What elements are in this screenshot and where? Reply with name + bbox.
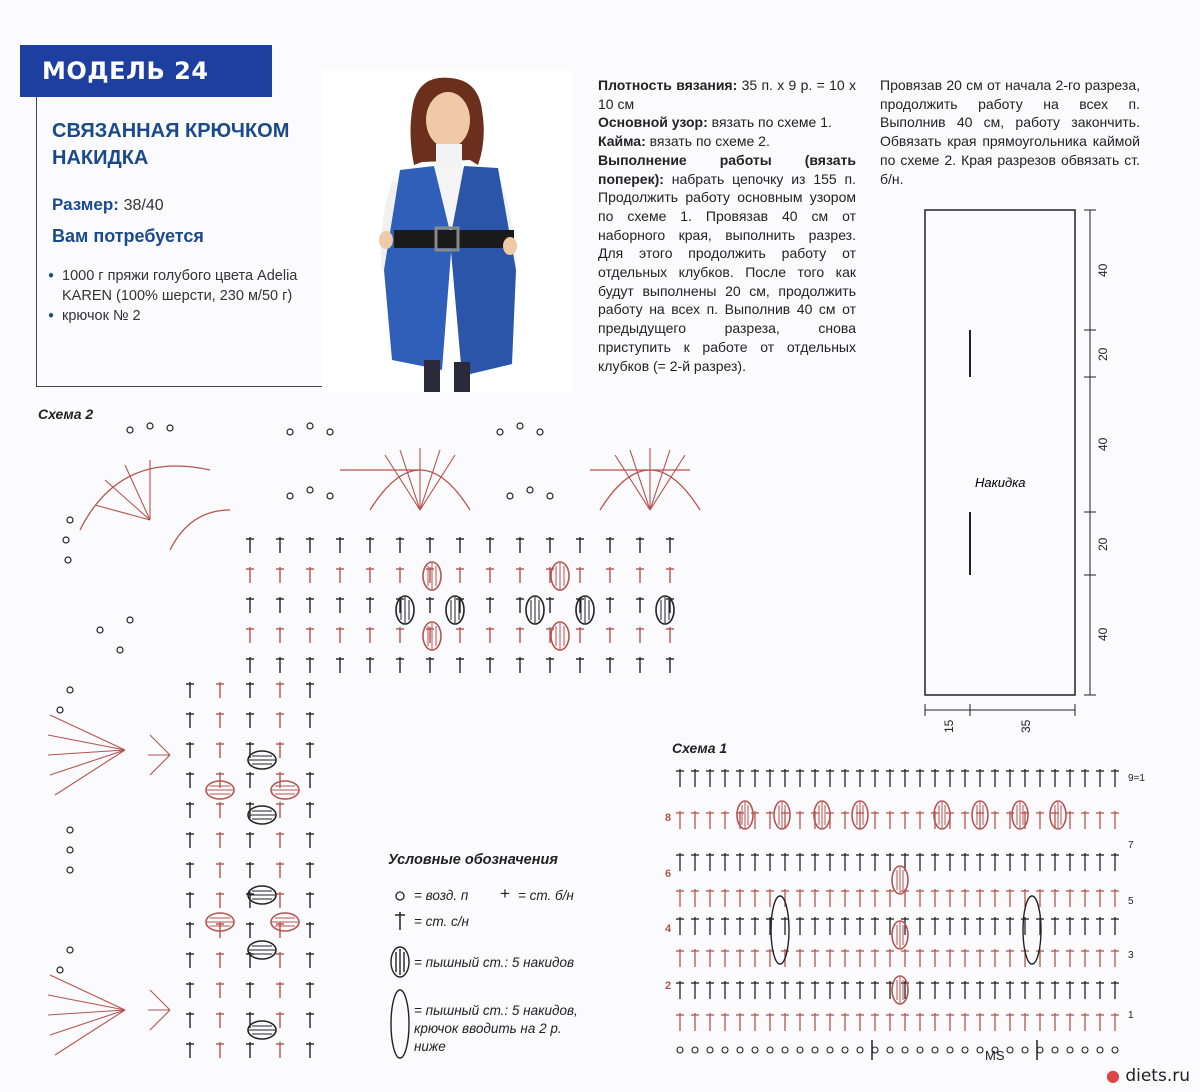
row-number-1: 1 [1128, 1010, 1134, 1021]
ms-label: MS [985, 1048, 1005, 1063]
row-number-2: 2 [665, 980, 672, 992]
size-label: Размер: [52, 195, 119, 214]
materials-item-hook: ● крючок № 2 [48, 306, 308, 326]
row-number-8: 8 [665, 812, 672, 824]
density-label: Плотность вязания: [598, 77, 738, 93]
row-number-9: 9=1 [1128, 773, 1145, 784]
apple-icon: ● [1105, 1066, 1120, 1085]
dim-right-5: 40 [1096, 627, 1110, 641]
work-value: набрать цепочку из 155 п. Продолжить работу основным узором по схеме 1. Провязав 40 см от наборного края, выполнить разрез. Для этого продолжить работу от отдельных клубков. После того как будут выполнены 20 см, продолжить работу на всех п. Выполнив 40 см от предыдущего разреза, снова приступить к работе от отдельных клубков (= 2-й разрез). [598, 170, 856, 374]
article-title: СВЯЗАННАЯ КРЮЧКОМ НАКИДКА [52, 120, 290, 169]
chain-icon [396, 892, 404, 900]
row-number-7: 7 [1128, 840, 1134, 851]
row-number-6: 6 [665, 868, 672, 880]
materials-heading: Вам потребуется [52, 226, 204, 246]
border-value: вязать по схеме 2. [645, 133, 770, 150]
pattern-label: Основной узор: [598, 114, 708, 131]
legend-dc: = ст. с/н [414, 914, 469, 929]
schema1-chart [660, 760, 1140, 1065]
row-number-4: 4 [665, 923, 672, 935]
pattern-value: вязать по схеме 1. [707, 114, 832, 131]
dim-right-2: 20 [1096, 347, 1110, 361]
schematic-label: Накидка [975, 475, 1026, 490]
border-label: Кайма: [598, 133, 646, 150]
garment-schematic [920, 205, 1120, 740]
schema2-title: Схема 2 [38, 406, 94, 422]
materials-item-yarn: ● 1000 г пряжи голубого цвета Adelia KAREN (100% шерсти, 230 м/50 г) [48, 266, 308, 306]
legend-puff-long: = пышный ст.: 5 накидов, крючок вводить на 2 р. ниже [414, 1003, 578, 1054]
dc-icon [395, 912, 405, 930]
dim-bottom-2: 35 [1019, 719, 1033, 733]
legend-title: Условные обозначения [388, 852, 558, 868]
work-label: Выполнение работы (вязать поперек): [598, 151, 856, 187]
dim-right-1: 40 [1096, 263, 1110, 277]
dim-right-3: 40 [1096, 437, 1110, 451]
schema1-title: Схема 1 [672, 740, 728, 756]
watermark: ● diets.ru [1105, 1066, 1190, 1086]
size-line [52, 195, 164, 215]
puff-long-icon [391, 990, 409, 1058]
row-number-3: 3 [1128, 950, 1134, 961]
row-number-5: 5 [1128, 896, 1134, 907]
materials-list [48, 266, 308, 326]
plus-icon: + [500, 884, 510, 903]
legend-chain: = возд. п [414, 888, 469, 903]
dim-right-4: 20 [1096, 537, 1110, 551]
density-value: 35 п. х 9 р. = 10 х 10 см [598, 77, 856, 112]
instructions-column-1 [598, 76, 856, 375]
dim-bottom-1: 15 [942, 719, 956, 733]
legend-sc: = ст. б/н [518, 888, 574, 903]
model-photo [322, 70, 572, 392]
legend-puff: = пышный ст.: 5 накидов [414, 955, 575, 970]
instructions-column-2: Провязав 20 см от начала 2-го разреза, продолжить работу на всех п. Выполнив 40 см, работу закончить. Обвязать края прямоугольника каймой по схеме 2. Края разрезов обвязать ст. б/н. [880, 77, 1140, 187]
model-banner: МОДЕЛЬ 24 [20, 45, 272, 97]
size-value: 38/40 [123, 197, 164, 214]
puff-icon [391, 947, 409, 977]
